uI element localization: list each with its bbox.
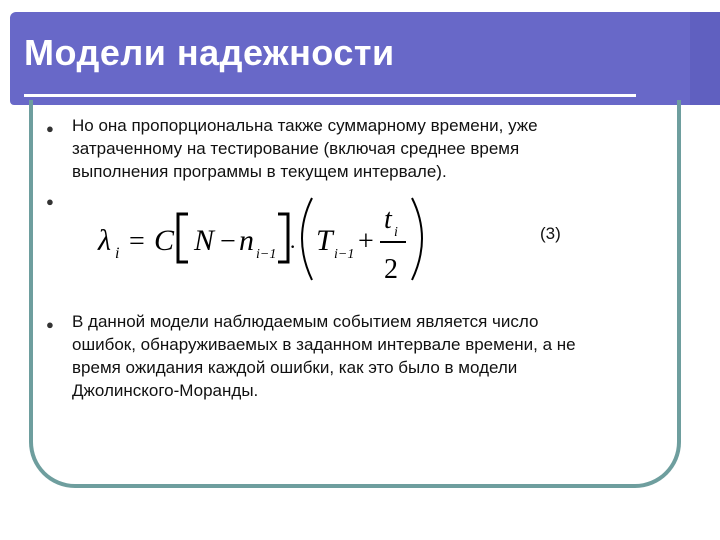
formula-t-lower-sub: i: [394, 225, 398, 240]
title-underline: [24, 94, 636, 97]
formula-t-upper: T: [316, 224, 333, 257]
bullet-1-line-2: затраченному на тестирование (включая среднее время: [72, 139, 520, 158]
formula-t-lower: t: [384, 204, 392, 235]
formula-bracket-right: [278, 214, 288, 262]
bullet-marker: ●: [46, 194, 54, 209]
bullet-3-line-4: Джолинского-Моранды.: [72, 381, 259, 400]
formula-lambda-sub: i: [115, 245, 120, 262]
formula-equals: =: [129, 226, 145, 257]
formula-n-upper: N: [194, 224, 215, 257]
slide-title: Модели надежности: [24, 32, 395, 73]
bullet-marker: ●: [46, 121, 54, 136]
bullet-3-line-1: В данной модели наблюдаемым событием является число: [72, 312, 539, 331]
title-bar-cap: [690, 12, 720, 105]
formula-lambda: λ: [98, 224, 111, 257]
formula-paren-right: [412, 198, 422, 280]
formula-n-sub: i−1: [256, 247, 277, 262]
bullet-3-text: [72, 310, 672, 402]
bullet-marker: ●: [46, 317, 54, 332]
bullet-3-line-3: время ожидания каждой ошибки, как это было в модели: [72, 358, 518, 377]
formula-two: 2: [384, 254, 398, 285]
bullet-1-line-1: Но она пропорциональна также суммарному времени, уже: [72, 116, 538, 135]
bullet-1-text: [72, 114, 672, 183]
bullet-3-line-2: ошибок, обнаруживаемых в заданном интервале времени, а не: [72, 335, 576, 354]
formula-minus: −: [220, 226, 236, 257]
formula-bracket-left: [178, 214, 188, 262]
formula-c: C: [154, 224, 175, 257]
formula-dot: ·: [289, 234, 297, 259]
formula-svg: [96, 188, 436, 288]
formula-t-sub: i−1: [334, 247, 355, 262]
formula-paren-left: [302, 198, 312, 280]
bullet-1-line-3: выполнения программы в текущем интервале).: [72, 162, 447, 181]
formula-n-lower: n: [239, 224, 254, 257]
formula-plus: +: [358, 226, 374, 257]
formula-3: [96, 188, 436, 293]
equation-number: (3): [540, 224, 561, 243]
